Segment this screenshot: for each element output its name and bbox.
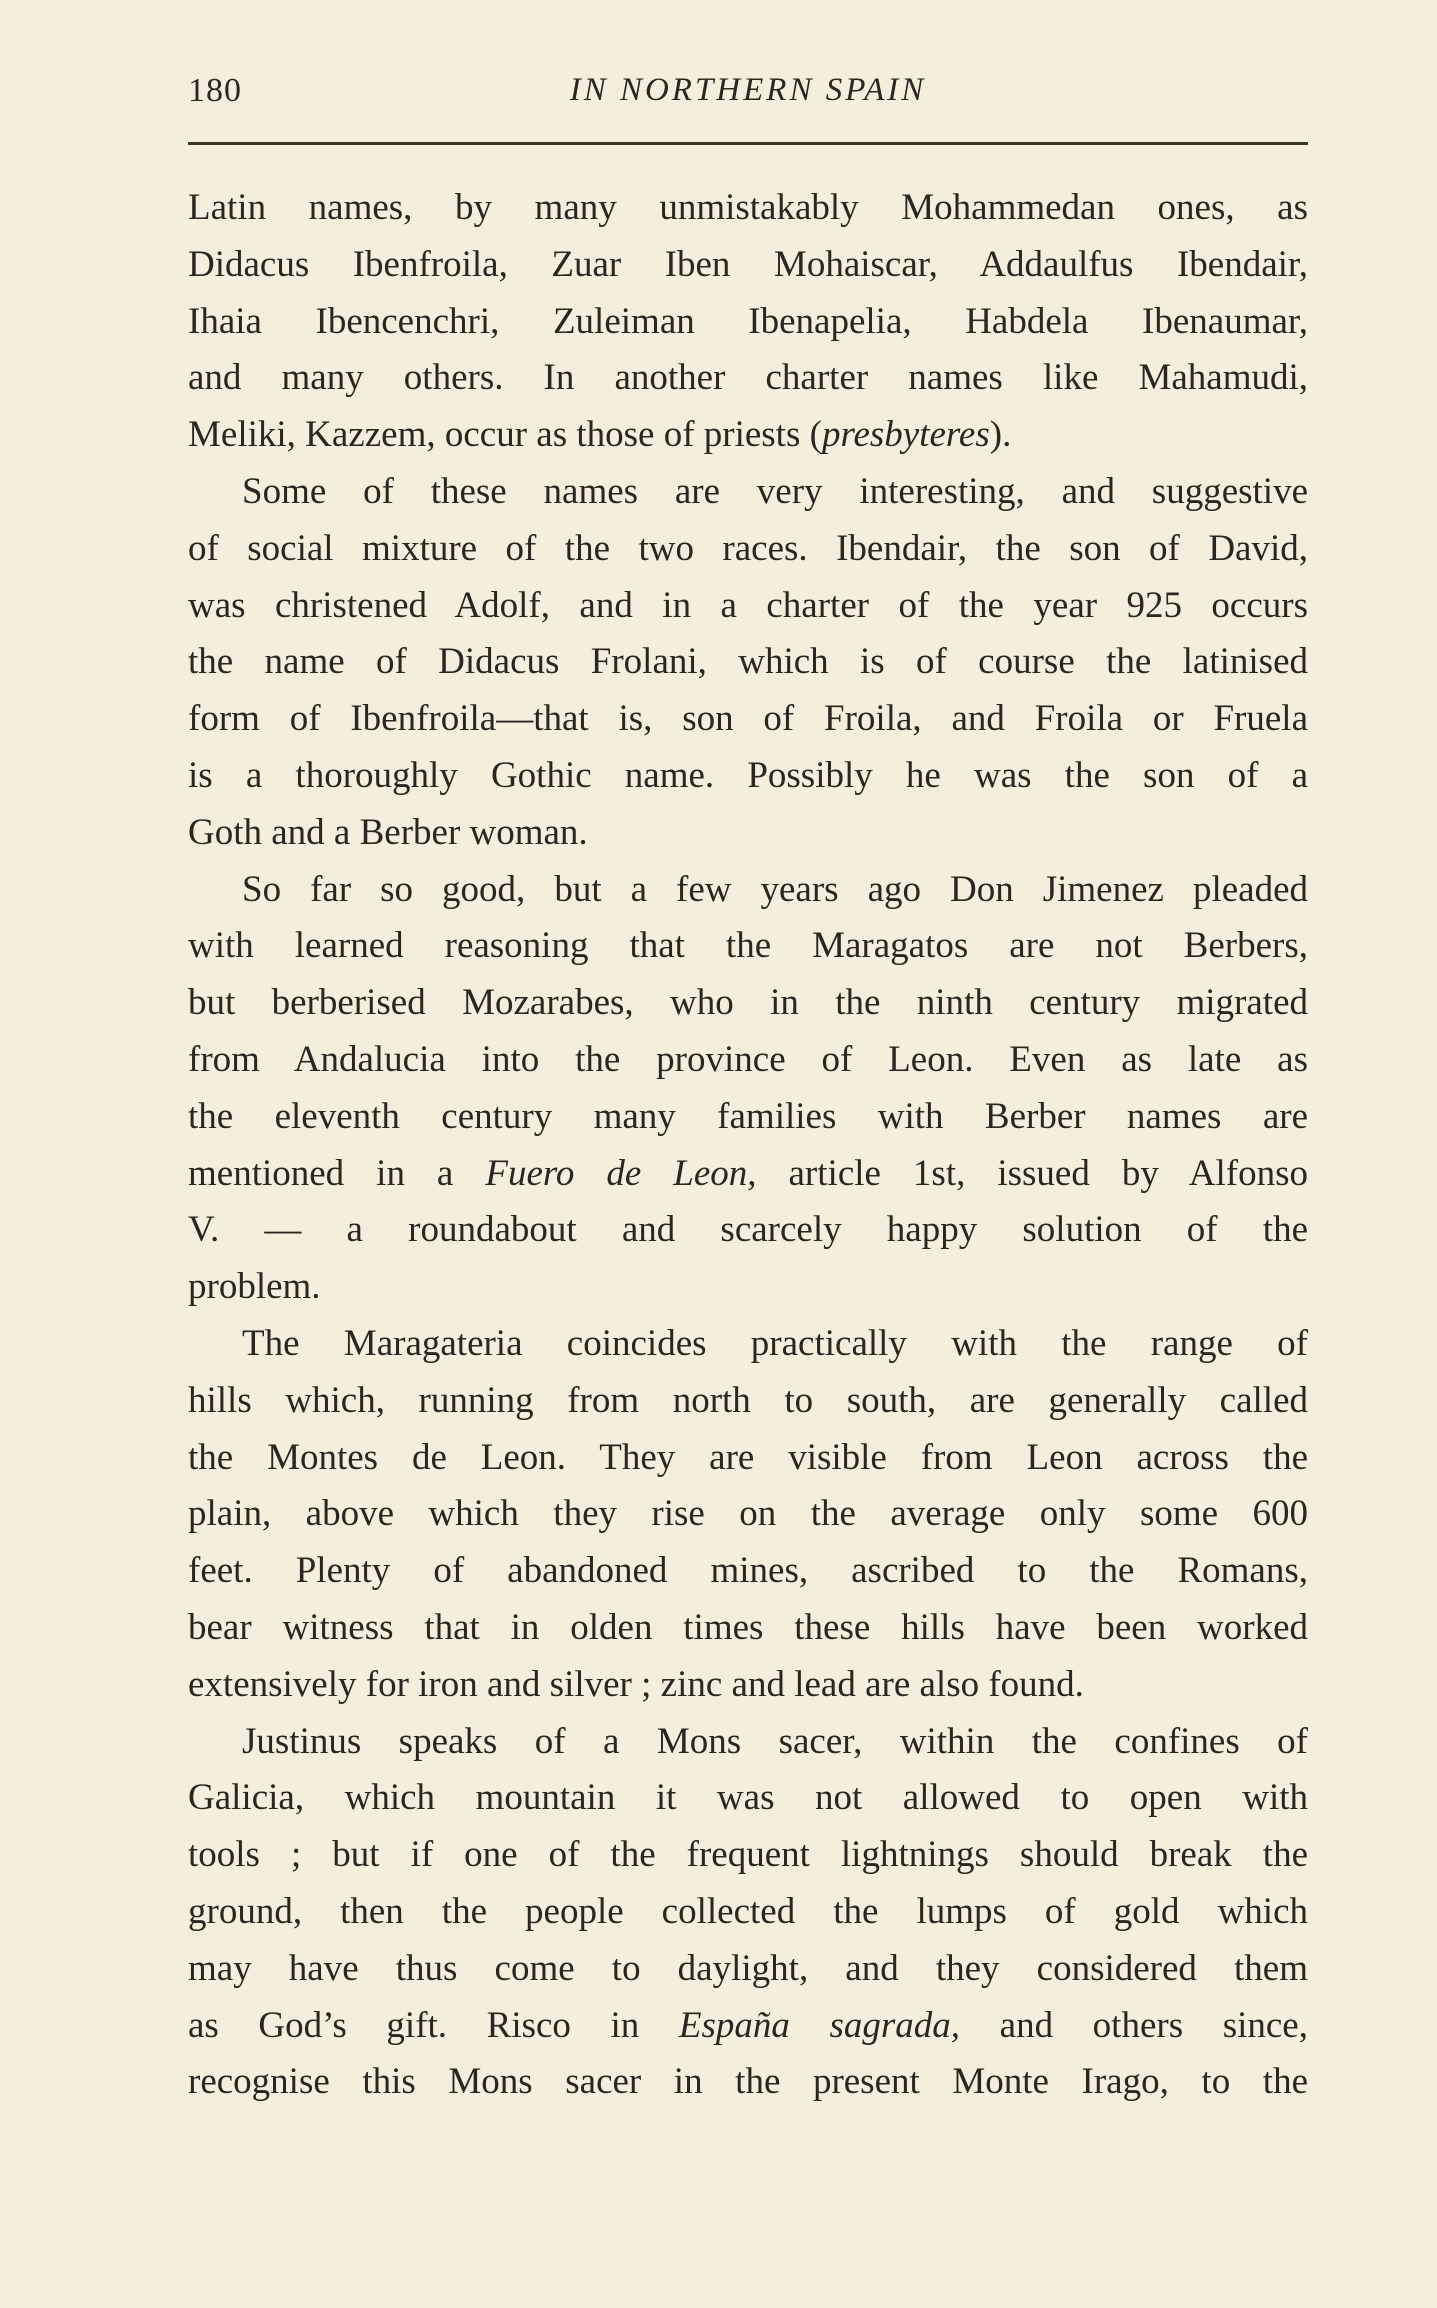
text-line — [188, 918, 1308, 975]
text-segment: ground, then the people collected the lumps of gold which — [188, 1890, 1308, 1932]
text-segment: and others since, — [960, 2004, 1308, 2046]
text-segment: V. — a roundabout and scarcely happy solution of the — [188, 1209, 1308, 1251]
text-segment: of social mixture of the two races. Ibendair, the son of David, — [188, 527, 1308, 569]
text-segment: mentioned in a — [188, 1152, 486, 1194]
text-line — [188, 691, 1308, 748]
text-line — [188, 1941, 1308, 1998]
page-header — [188, 72, 1308, 128]
header-rule — [188, 142, 1308, 145]
text-line — [188, 1486, 1308, 1543]
text-line — [188, 407, 1308, 464]
text-segment: feet. Plenty of abandoned mines, ascribed to the Romans, — [188, 1550, 1308, 1592]
text-line — [188, 1430, 1308, 1487]
text-segment: extensively for iron and silver ; zinc and lead are also found. — [188, 1663, 1084, 1705]
text-line — [188, 634, 1308, 691]
text-line — [188, 1827, 1308, 1884]
text-segment: problem. — [188, 1266, 321, 1308]
text-line — [188, 464, 1308, 521]
text-segment: Meliki, Kazzem, occur as those of priests ( — [188, 414, 822, 456]
text-segment: Didacus Ibenfroila, Zuar Iben Mohaiscar, Addaulfus Ibendair, — [188, 243, 1308, 285]
text-line — [188, 1770, 1308, 1827]
text-segment: was christened Adolf, and in a charter of the year 925 occurs — [188, 584, 1308, 626]
text-segment: So far so good, but a few years ago Don Jimenez pleaded — [242, 868, 1308, 910]
text-line — [188, 237, 1308, 294]
text-line — [188, 975, 1308, 1032]
text-segment: Ihaia Ibencenchri, Zuleiman Ibenapelia, Habdela Ibenaumar, — [188, 300, 1308, 342]
text-segment: with learned reasoning that the Maragatos are not Berbers, — [188, 925, 1308, 967]
text-line — [188, 180, 1308, 237]
text-line — [188, 1884, 1308, 1941]
text-segment: article 1st, issued by Alfonso — [756, 1152, 1308, 1194]
text-segment: form of Ibenfroila—that is, son of Froila, and Froila or Fruela — [188, 698, 1308, 740]
text-segment: Galicia, which mountain it was not allowed to open with — [188, 1777, 1308, 1819]
text-line — [188, 1600, 1308, 1657]
page-number: 180 — [188, 72, 242, 109]
text-line — [188, 1714, 1308, 1771]
text-segment: The Maragateria coincides practically with the range of — [242, 1322, 1308, 1364]
text-segment: Latin names, by many unmistakably Mohammedan ones, as — [188, 187, 1308, 228]
text-line — [188, 1543, 1308, 1600]
text-segment: the eleventh century many families with Berber names are — [188, 1095, 1308, 1137]
text-segment: bear witness that in olden times these hills have been worked — [188, 1606, 1308, 1648]
text-segment: from Andalucia into the province of Leon. Even as late as — [188, 1038, 1308, 1080]
text-line — [188, 1998, 1308, 2055]
text-line — [188, 1089, 1308, 1146]
text-line — [188, 350, 1308, 407]
text-segment: is a thoroughly Gothic name. Possibly he was the son of a — [188, 754, 1308, 796]
text-segment: Justinus speaks of a Mons sacer, within the confines of — [242, 1720, 1308, 1762]
text-line — [188, 748, 1308, 805]
text-line — [188, 862, 1308, 919]
text-segment: recognise this Mons sacer in the present Monte Irago, to the — [188, 2061, 1308, 2103]
text-line — [188, 294, 1308, 351]
text-segment: hills which, running from north to south, are generally called — [188, 1379, 1308, 1421]
text-segment: the name of Didacus Frolani, which is of course the latinised — [188, 641, 1308, 683]
body-text — [188, 180, 1308, 2111]
text-line — [188, 2054, 1308, 2111]
text-segment: ). — [989, 414, 1012, 456]
italic-text: Fuero de Leon, — [485, 1152, 757, 1194]
text-segment: the Montes de Leon. They are visible from Leon across the — [188, 1436, 1308, 1478]
italic-text: España sagrada, — [678, 2004, 961, 2046]
running-head: IN NORTHERN SPAIN — [569, 72, 927, 108]
italic-text: presbyteres — [821, 414, 990, 456]
text-segment: Some of these names are very interesting, and suggestive — [242, 470, 1308, 512]
text-segment: tools ; but if one of the frequent lightnings should break the — [188, 1834, 1308, 1876]
text-segment: plain, above which they rise on the average only some 600 — [188, 1493, 1308, 1535]
text-segment: may have thus come to daylight, and they considered them — [188, 1947, 1308, 1989]
text-segment: but berberised Mozarabes, who in the ninth century migrated — [188, 982, 1308, 1024]
text-line — [188, 1373, 1308, 1430]
text-line — [188, 1032, 1308, 1089]
text-line — [188, 578, 1308, 635]
text-line — [188, 1259, 1308, 1316]
text-line — [188, 1146, 1308, 1203]
text-line — [188, 1316, 1308, 1373]
text-line — [188, 1202, 1308, 1259]
text-line — [188, 805, 1308, 862]
text-line — [188, 521, 1308, 578]
text-segment: as God’s gift. Risco in — [188, 2004, 679, 2046]
text-segment: Goth and a Berber woman. — [188, 811, 588, 853]
text-segment: and many others. In another charter names like Mahamudi, — [188, 357, 1308, 399]
text-line — [188, 1657, 1308, 1714]
